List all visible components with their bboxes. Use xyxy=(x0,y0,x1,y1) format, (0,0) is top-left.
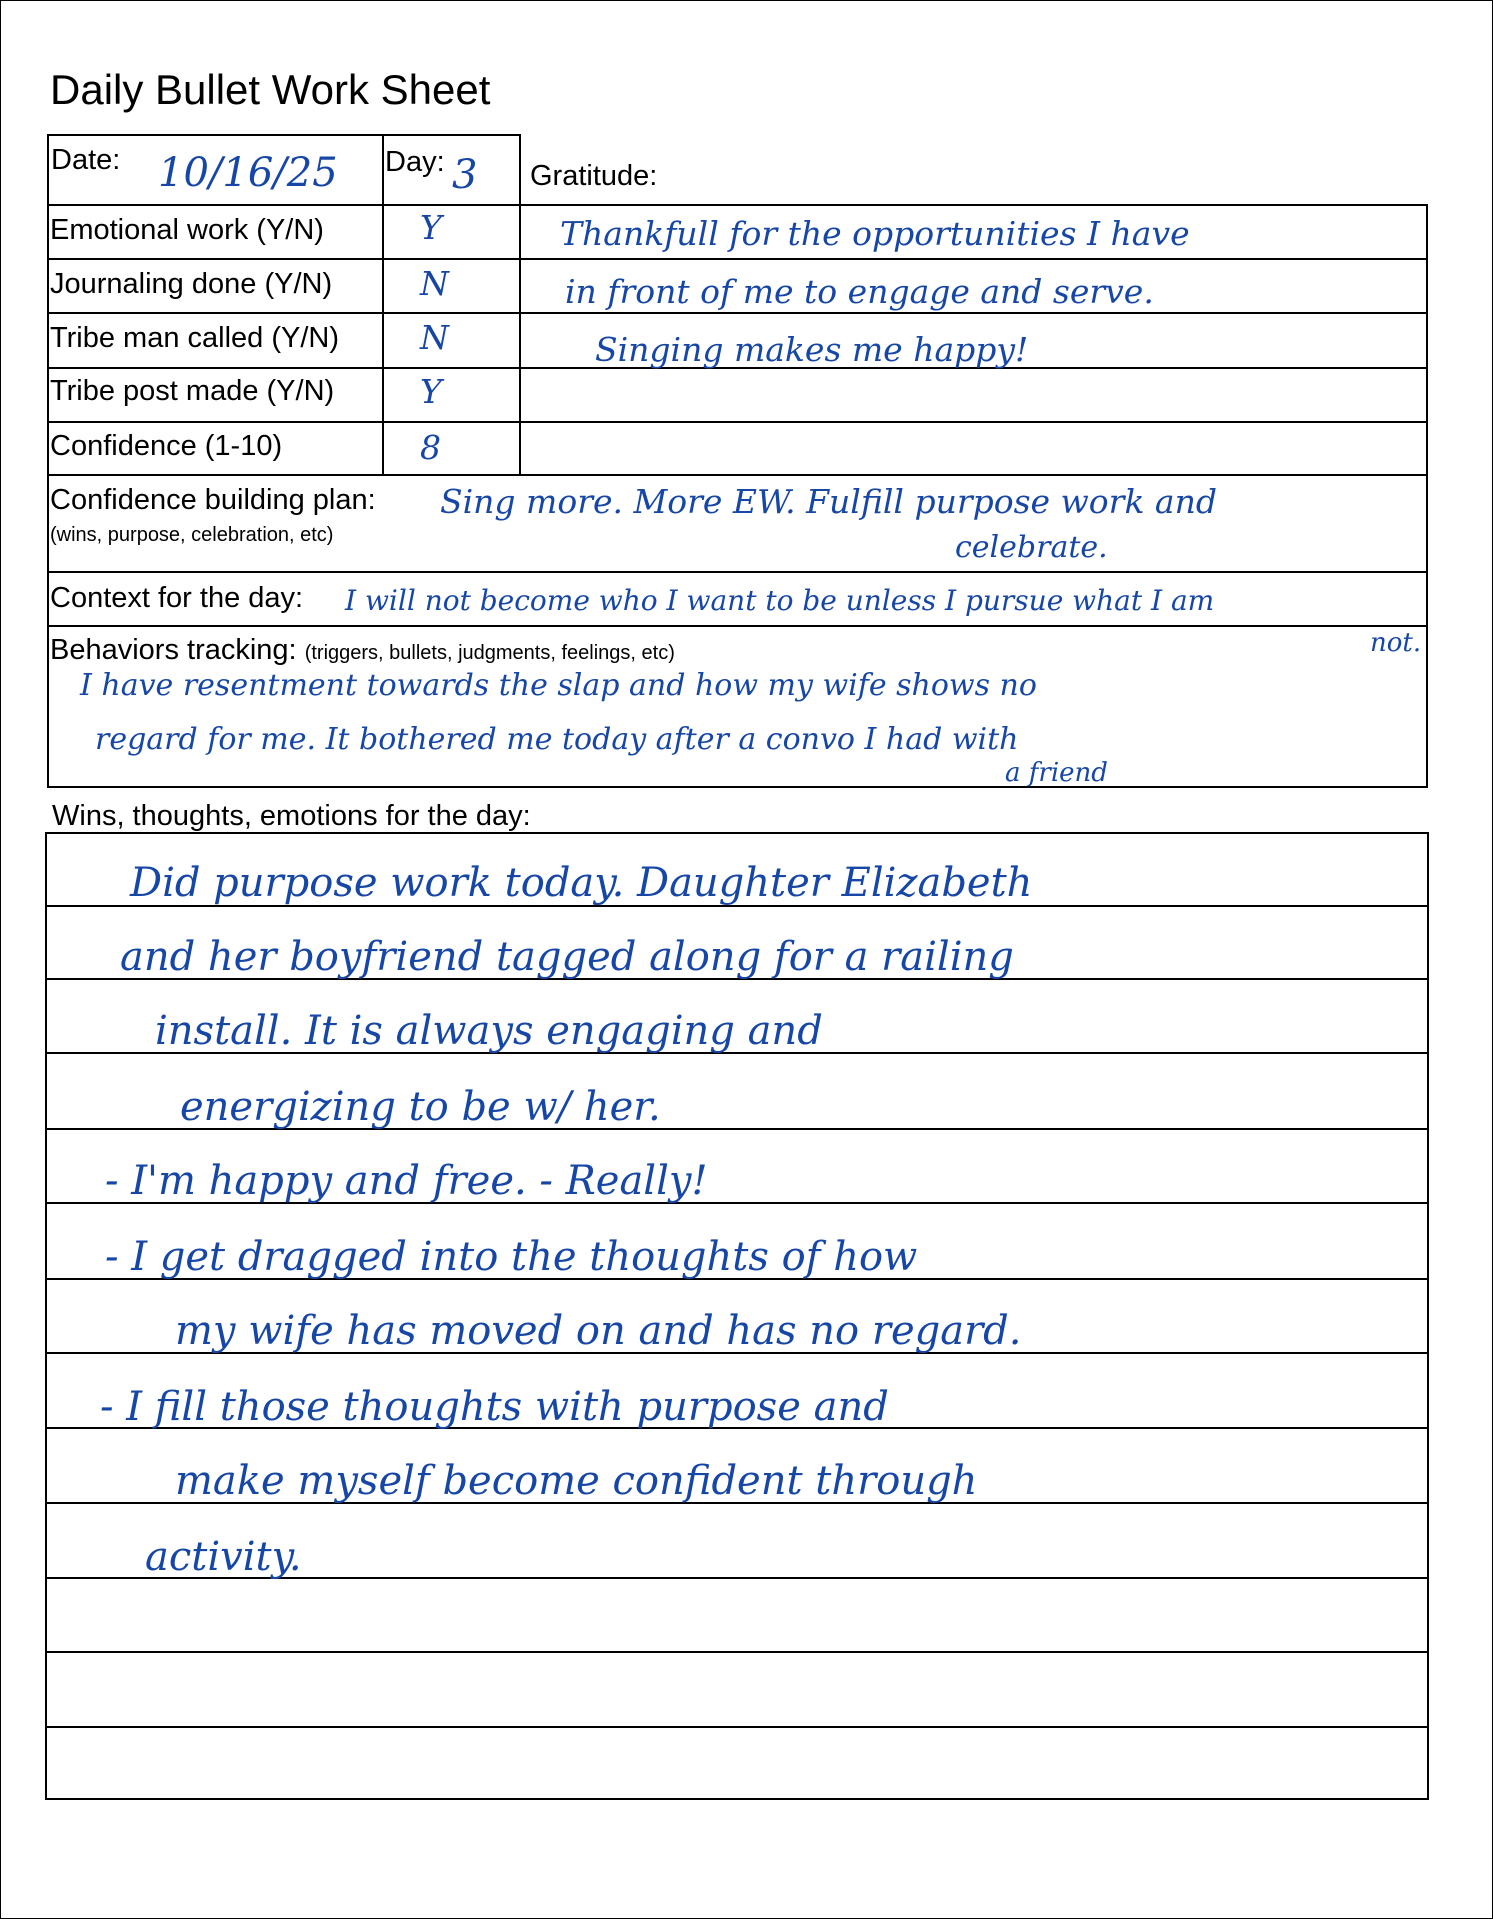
gratitude-line-text: in front of me to engage and serve. xyxy=(565,272,1154,311)
context-text: I will not become who I want to be unless I pursue what I am xyxy=(345,584,1215,617)
wins-text: make myself become confident through xyxy=(175,1458,978,1504)
context-label: Context for the day: xyxy=(50,582,304,614)
gratitude-label: Gratitude: xyxy=(530,160,658,192)
sheet-title: Daily Bullet Work Sheet xyxy=(50,66,491,113)
date-value: 10/16/25 xyxy=(158,150,338,196)
row-divider xyxy=(47,204,521,206)
checklist-value-tribe-called: N xyxy=(420,318,449,357)
wins-text: Did purpose work today. Daughter Elizabeth xyxy=(130,860,1033,906)
checklist-label-confidence: Confidence (1-10) xyxy=(50,430,283,462)
gratitude-line-text: Singing makes me happy! xyxy=(595,330,1029,369)
wins-text: - I'm happy and free. - Really! xyxy=(105,1158,708,1204)
date-label: Date: xyxy=(51,144,121,176)
confidence-plan-text: Sing more. More EW. Fulfill purpose work and xyxy=(440,482,1217,521)
gratitude-line-text: Thankfull for the opportunities I have xyxy=(560,214,1190,253)
checklist-value-journaling: N xyxy=(420,264,449,303)
row-divider xyxy=(47,312,521,314)
wins-text: activity. xyxy=(145,1534,302,1580)
gratitude-line xyxy=(519,312,1428,314)
row-divider xyxy=(47,421,521,423)
behaviors-text: I have resentment towards the slap and how my wife shows no xyxy=(80,668,1037,703)
row-divider xyxy=(47,258,521,260)
checklist-label-emotional-work: Emotional work (Y/N) xyxy=(50,214,324,246)
wins-text: - I fill those thoughts with purpose and xyxy=(100,1384,889,1430)
row-divider xyxy=(47,367,521,369)
checklist-value-confidence: 8 xyxy=(420,428,441,467)
wins-line xyxy=(45,1726,1429,1728)
wins-text: and her boyfriend tagged along for a railing xyxy=(120,934,1014,980)
section-divider xyxy=(47,625,1428,627)
section-divider xyxy=(47,571,1428,573)
behaviors-text: regard for me. It bothered me today after a convo I had with xyxy=(95,722,1019,757)
wins-line xyxy=(45,1651,1429,1653)
wins-text: - I get dragged into the thoughts of how xyxy=(105,1234,918,1280)
confidence-plan-sublabel: (wins, purpose, celebration, etc) xyxy=(50,524,334,546)
gratitude-line xyxy=(519,421,1428,423)
behaviors-label xyxy=(50,634,675,667)
day-label: Day: xyxy=(385,146,445,178)
confidence-plan-label: Confidence building plan: xyxy=(50,484,376,516)
behaviors-label-text: Behaviors tracking: xyxy=(50,634,297,666)
behaviors-sublabel: (triggers, bullets, judgments, feelings, etc) xyxy=(304,642,675,664)
checklist-label-tribe-post: Tribe post made (Y/N) xyxy=(50,375,335,407)
wins-text: energizing to be w/ her. xyxy=(180,1084,661,1130)
wins-text: install. It is always engaging and xyxy=(155,1008,823,1054)
wins-label: Wins, thoughts, emotions for the day: xyxy=(52,800,531,832)
checklist-value-tribe-post: Y xyxy=(420,372,442,411)
context-text-overflow: not. xyxy=(1370,628,1422,658)
checklist-label-journaling: Journaling done (Y/N) xyxy=(50,268,333,300)
checklist-value-emotional-work: Y xyxy=(420,208,442,247)
day-value: 3 xyxy=(452,152,478,198)
confidence-plan-text: celebrate. xyxy=(955,530,1108,565)
behaviors-text: a friend xyxy=(1005,758,1108,788)
column-divider xyxy=(382,134,384,476)
wins-text: my wife has moved on and has no regard. xyxy=(175,1308,1022,1354)
checklist-label-tribe-called: Tribe man called (Y/N) xyxy=(50,322,340,354)
gratitude-line xyxy=(519,258,1428,260)
